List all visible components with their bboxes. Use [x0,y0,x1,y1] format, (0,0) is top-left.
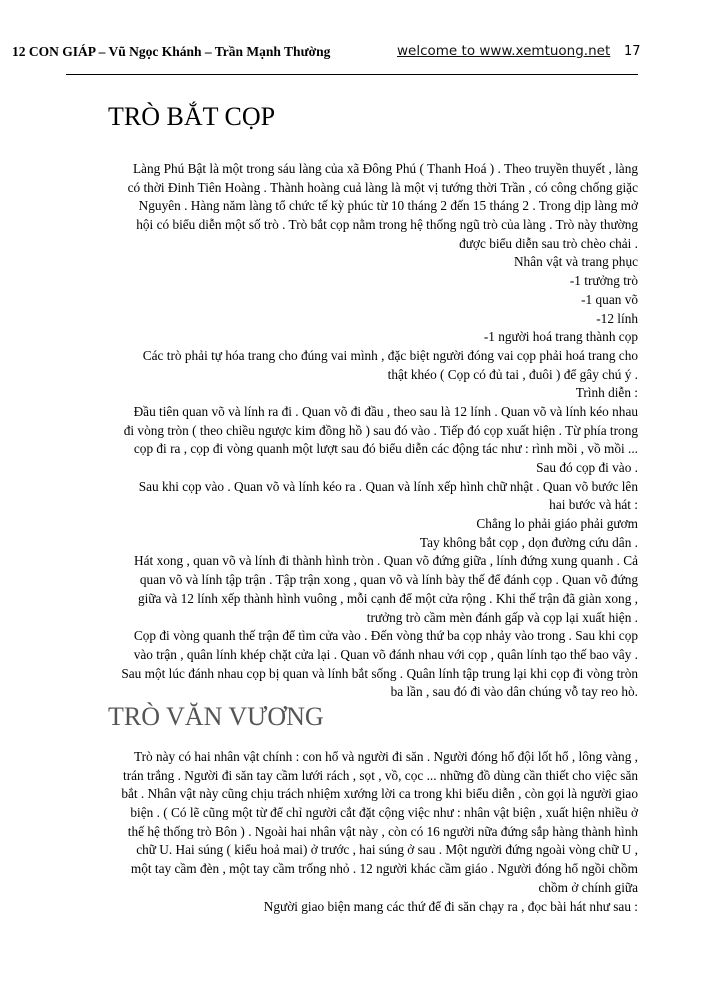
text-line: hai bước và hát : [549,497,638,513]
text-line: Sau khi cọp vào . Quan võ và lính kéo ra . Quan và lính xếp hình chữ nhật . Quan võ bước lên [138,478,638,494]
text-line: Làng Phú Bật là một trong sáu làng của xã Đông Phú ( Thanh Hoá ) . Theo truyền thuyết , làng [132,161,638,176]
section-title-tro-van-vuong: TRÒ VĂN VƯƠNG [108,702,324,731]
text-line: Người giao biện mang các thứ để đi săn chạy ra , đọc bài hát như sau : [263,898,638,914]
text-line: giữa và 12 lính xếp thành hình vuông , mỗi cạnh để một cửa rộng . Khi thế trận đã giàn xong , [137,590,638,606]
text-line: Chẳng lo phải giáo phải gươm [476,516,638,532]
text-line: Trò này có hai nhân vật chính : con hổ và người đi săn . Người đóng hổ đội lốt hổ , lông vàng , [133,749,638,764]
header-url-link[interactable]: welcome to www.xemtuong.net [397,43,611,59]
text-line: một tay cầm đèn , một tay cầm trống nhỏ . 12 người khác cầm giáo . Người đóng hổ ngồi chồm [130,861,638,877]
text-line: có thời Đinh Tiên Hoàng . Thành hoàng cuả làng là một vị tướng thời Trần , có công chống giặc [127,179,638,195]
text-line: cọp đi ra , cọp đi vòng quanh một lượt sau đó biểu diễn các động tác như : rình mồi , vồ mồi ... [133,441,638,457]
text-line: đi vòng tròn ( theo chiều ngược kim đồng hồ ) sau đó vào . Tiếp đó cọp xuất hiện . Từ phía trong [123,422,638,438]
section-title-tro-bat-cop: TRÒ BẮT CỌP [108,102,276,131]
text-line: Đầu tiên quan võ và lính ra đi . Quan võ đi đầu , theo sau là 12 lính . Quan võ và lính kéo nhau [133,403,638,419]
text-line: trưởng trò cầm mèn đánh gấp và cọp lại xuất hiện . [366,609,638,625]
header-title: 12 CON GIÁP – Vũ Ngọc Khánh – Trần Mạnh Thường [12,44,331,59]
text-line: Cọp đi vòng quanh thế trận để tìm cửa vào . Đến vòng thứ ba cọp nhảy vào trong . Sau khi cọp [133,628,638,644]
text-line: trán trắng . Người đi săn tay cầm lưới rách , sọt , vồ, cọc ... những đồ dùng cần thiết cho việc săn [123,767,638,783]
text-line: ba lần , sau đó đi vào dân chúng vỗ tay reo hò. [390,684,638,700]
text-line: thế hệ thống trò Bôn ) . Ngoài hai nhân vật này , còn có 16 người nữa đứng sắp hàng thành hình [127,823,638,839]
text-line: Hát xong , quan võ và lính đi thành hình tròn . Quan võ đứng giữa , lính đứng xung quanh . Cả [134,553,638,569]
text-line: quan võ và lính tập trận . Tập trận xong , quan võ và lính bày thế để đánh cọp . Quan võ đứng [139,572,638,588]
page-number: 17 [624,44,641,59]
header-divider [66,74,638,75]
text-line: bắt . Nhân vật này cũng chịu trách nhiệm xướng lời ca trong khi biểu diễn , còn gọi là người giao [121,786,638,802]
text-line: thật khéo ( Cọp có đủ tai , đuôi ) để gây chú ý . [387,366,638,382]
text-line: chồm ở chính giữa [538,879,638,895]
text-line: -1 trưởng trò [569,273,638,289]
text-line: -12 lính [596,310,638,326]
section-body-tro-bat-cop [58,160,638,702]
text-line: Tay không bắt cọp , dọn đường cứu dân . [419,534,638,550]
text-line: Trình diễn : [575,385,638,401]
text-line: Nhân vật và trang phục [513,254,638,270]
text-line: chữ U. Hai súng ( kiểu hoả mai) ở trước , hai súng ở sau . Một người đứng ngoài vòng chữ U , [136,842,638,858]
text-line: Nguyên . Hàng năm làng tổ chức tế kỳ phúc từ 10 tháng 2 đến 15 tháng 2 . Trong dịp làng mở [138,198,638,214]
section-body-tro-van-vuong [58,748,638,916]
text-line: Sau đó cọp đi vào . [536,460,638,475]
text-line: -1 quan võ [581,291,638,307]
text-line: được biểu diễn sau trò chèo chải . [459,235,638,251]
text-line: Sau một lúc đánh nhau cọp bị quan và lính bắt sống . Quân lính tập trung lại khi cọp đi vòng tròn [121,665,638,681]
text-line: -1 người hoá trang thành cọp [483,329,638,345]
text-line: vào trận , quân lính khép chặt cửa lại . Quan võ đánh nhau với cọp , quân lính tạo thế bao vây . [133,646,638,662]
text-line: Các trò phải tự hóa trang cho đúng vai mình , đặc biệt người đóng vai cọp phải hoá trang cho [142,347,638,363]
text-line: hội có biểu diễn một số trò . Trò bắt cọp nằm trong hệ thống ngũ trò của làng . Trò này thường [136,217,638,233]
text-line: biện . ( Có lẽ cũng một từ để chỉ người cắt đặt cộng việc như : nhân vật biện , xuất hiện nhiều ở [130,805,638,821]
